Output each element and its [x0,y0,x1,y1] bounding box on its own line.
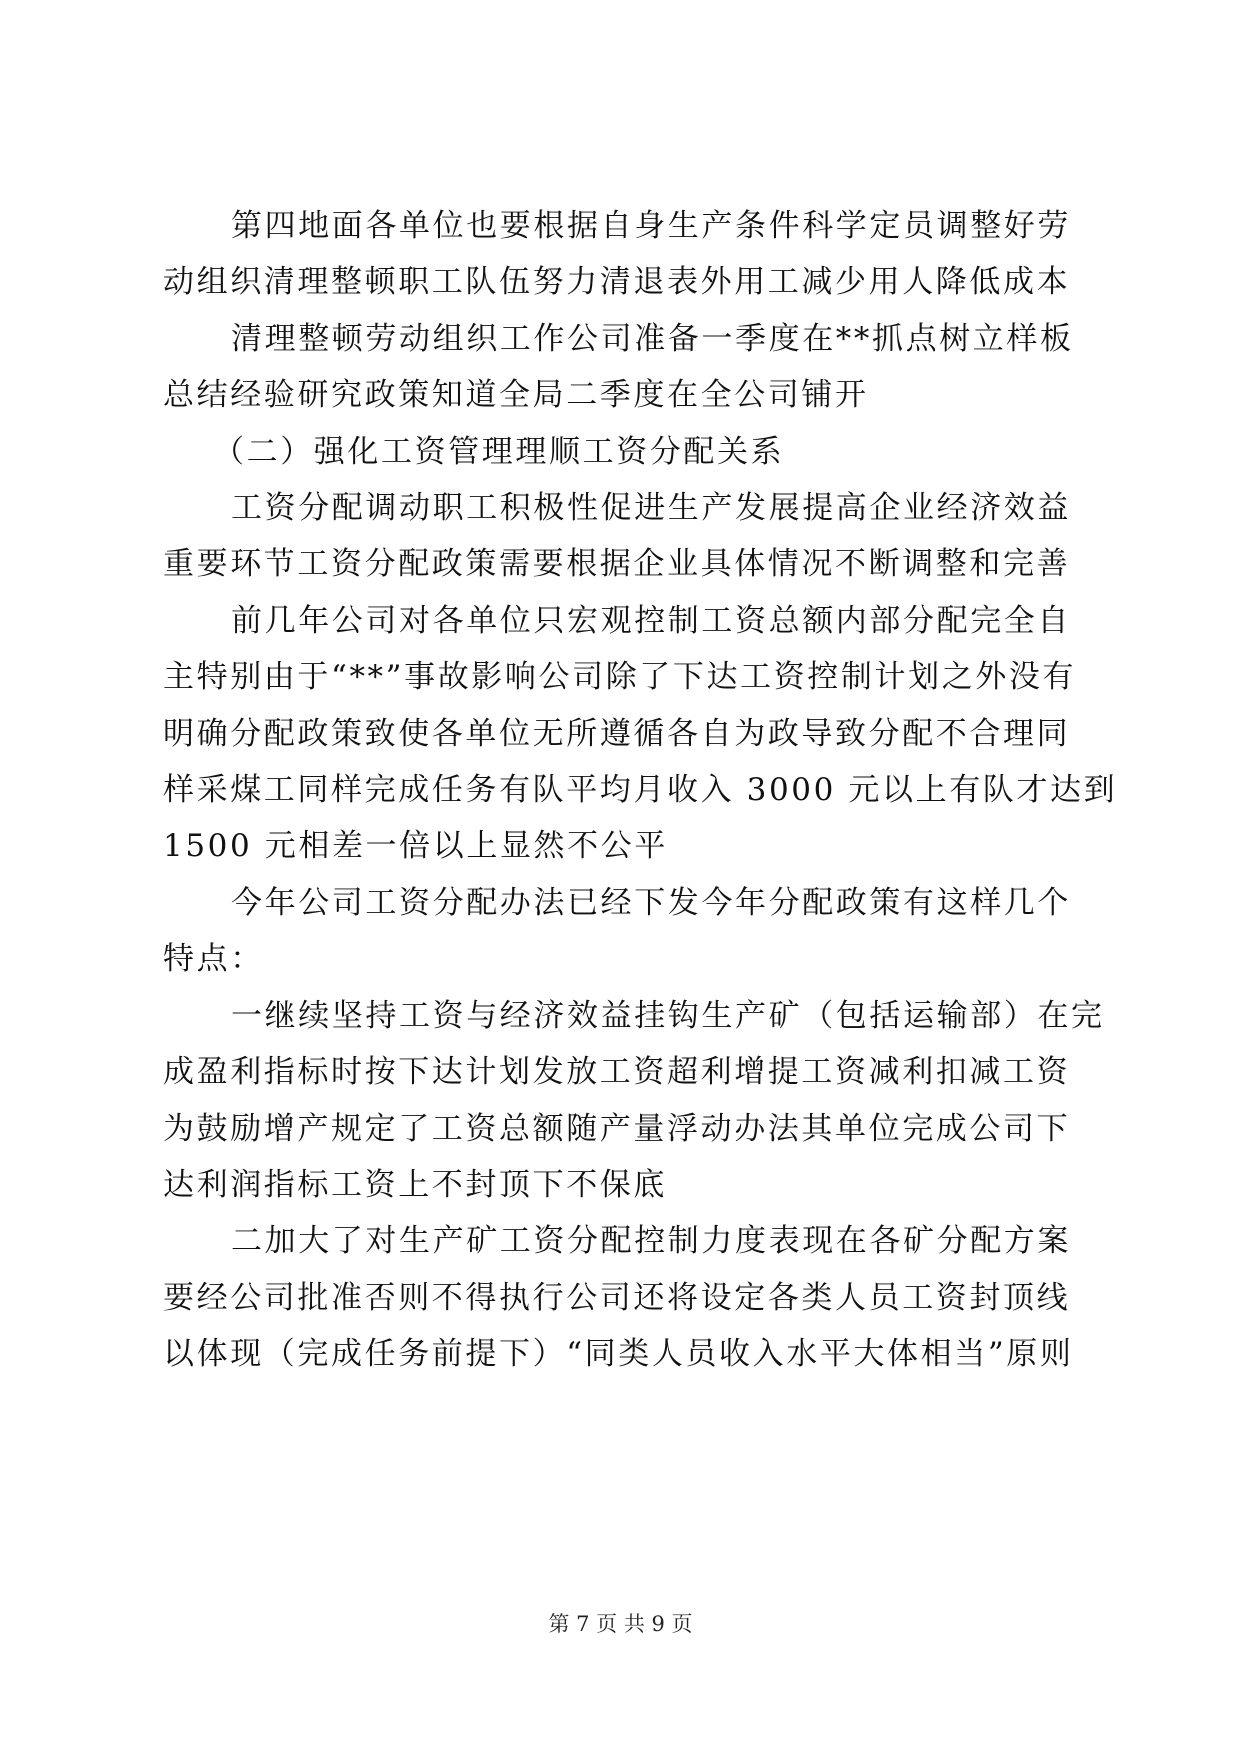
paragraph [163,198,1083,311]
paragraph [163,988,1105,1214]
section-heading [163,424,1083,480]
page-number: 第 7 页 共 9 页 [548,1612,693,1636]
text-line: 前几年公司对各单位只宏观控制工资总额内部分配完全自 [231,602,1071,639]
page-footer [0,1609,1241,1639]
text-line: 为鼓励增产规定了工资总额随产量浮动办法其单位完成公司下 [163,1110,1071,1147]
text-line: 要经公司批准否则不得执行公司还将设定各类人员工资封顶线 [163,1279,1071,1316]
document-body [163,198,1118,1383]
text-line: 样采煤工同样完成任务有队平均月收入 3000 元以上有队才达到 [163,772,1118,809]
text-line: 主特别由于“**”事故影响公司除了下达工资控制计划之外没有 [163,659,1077,696]
text-line: 动组织清理整顿职工队伍努力清退表外用工减少用人降低成本 [163,264,1071,301]
paragraph [163,1213,1083,1382]
text-line: 明确分配政策致使各单位无所遵循各自为政导致分配不合理同 [163,715,1071,752]
text-line: 二加大了对生产矿工资分配控制力度表现在各矿分配方案 [231,1223,1071,1260]
text-line: 达利润指标工资上不封顶下不保底 [163,1166,667,1203]
text-line: 第四地面各单位也要根据自身生产条件科学定员调整好劳 [231,208,1071,244]
text-line: 一继续坚持工资与经济效益挂钩生产矿（包括运输部）在完 [231,997,1105,1034]
text-line: 工资分配调动职工积极性促进生产发展提高企业经济效益 [231,490,1071,527]
paragraph [163,311,1083,424]
heading-text: （二）强化工资管理理顺工资分配关系 [213,433,785,470]
text-line: 1500 元相差一倍以上显然不公平 [163,828,668,865]
text-line: 清理整顿劳动组织工作公司准备一季度在**抓点树立样板 [231,320,1074,357]
paragraph [163,875,1083,988]
text-line: 总结经验研究政策知道全局二季度在全公司铺开 [163,377,869,414]
text-line: 以体现（完成任务前提下）“同类人员收入水平大体相当”原则 [163,1336,1074,1373]
text-line: 成盈利指标时按下达计划发放工资超利增提工资减利扣减工资 [163,1054,1071,1091]
text-line: 特点： [163,941,264,978]
paragraph [163,593,1118,875]
text-line: 今年公司工资分配办法已经下发今年分配政策有这样几个 [231,884,1071,921]
paragraph [163,480,1083,593]
text-line: 重要环节工资分配政策需要根据企业具体情况不断调整和完善 [163,546,1071,583]
